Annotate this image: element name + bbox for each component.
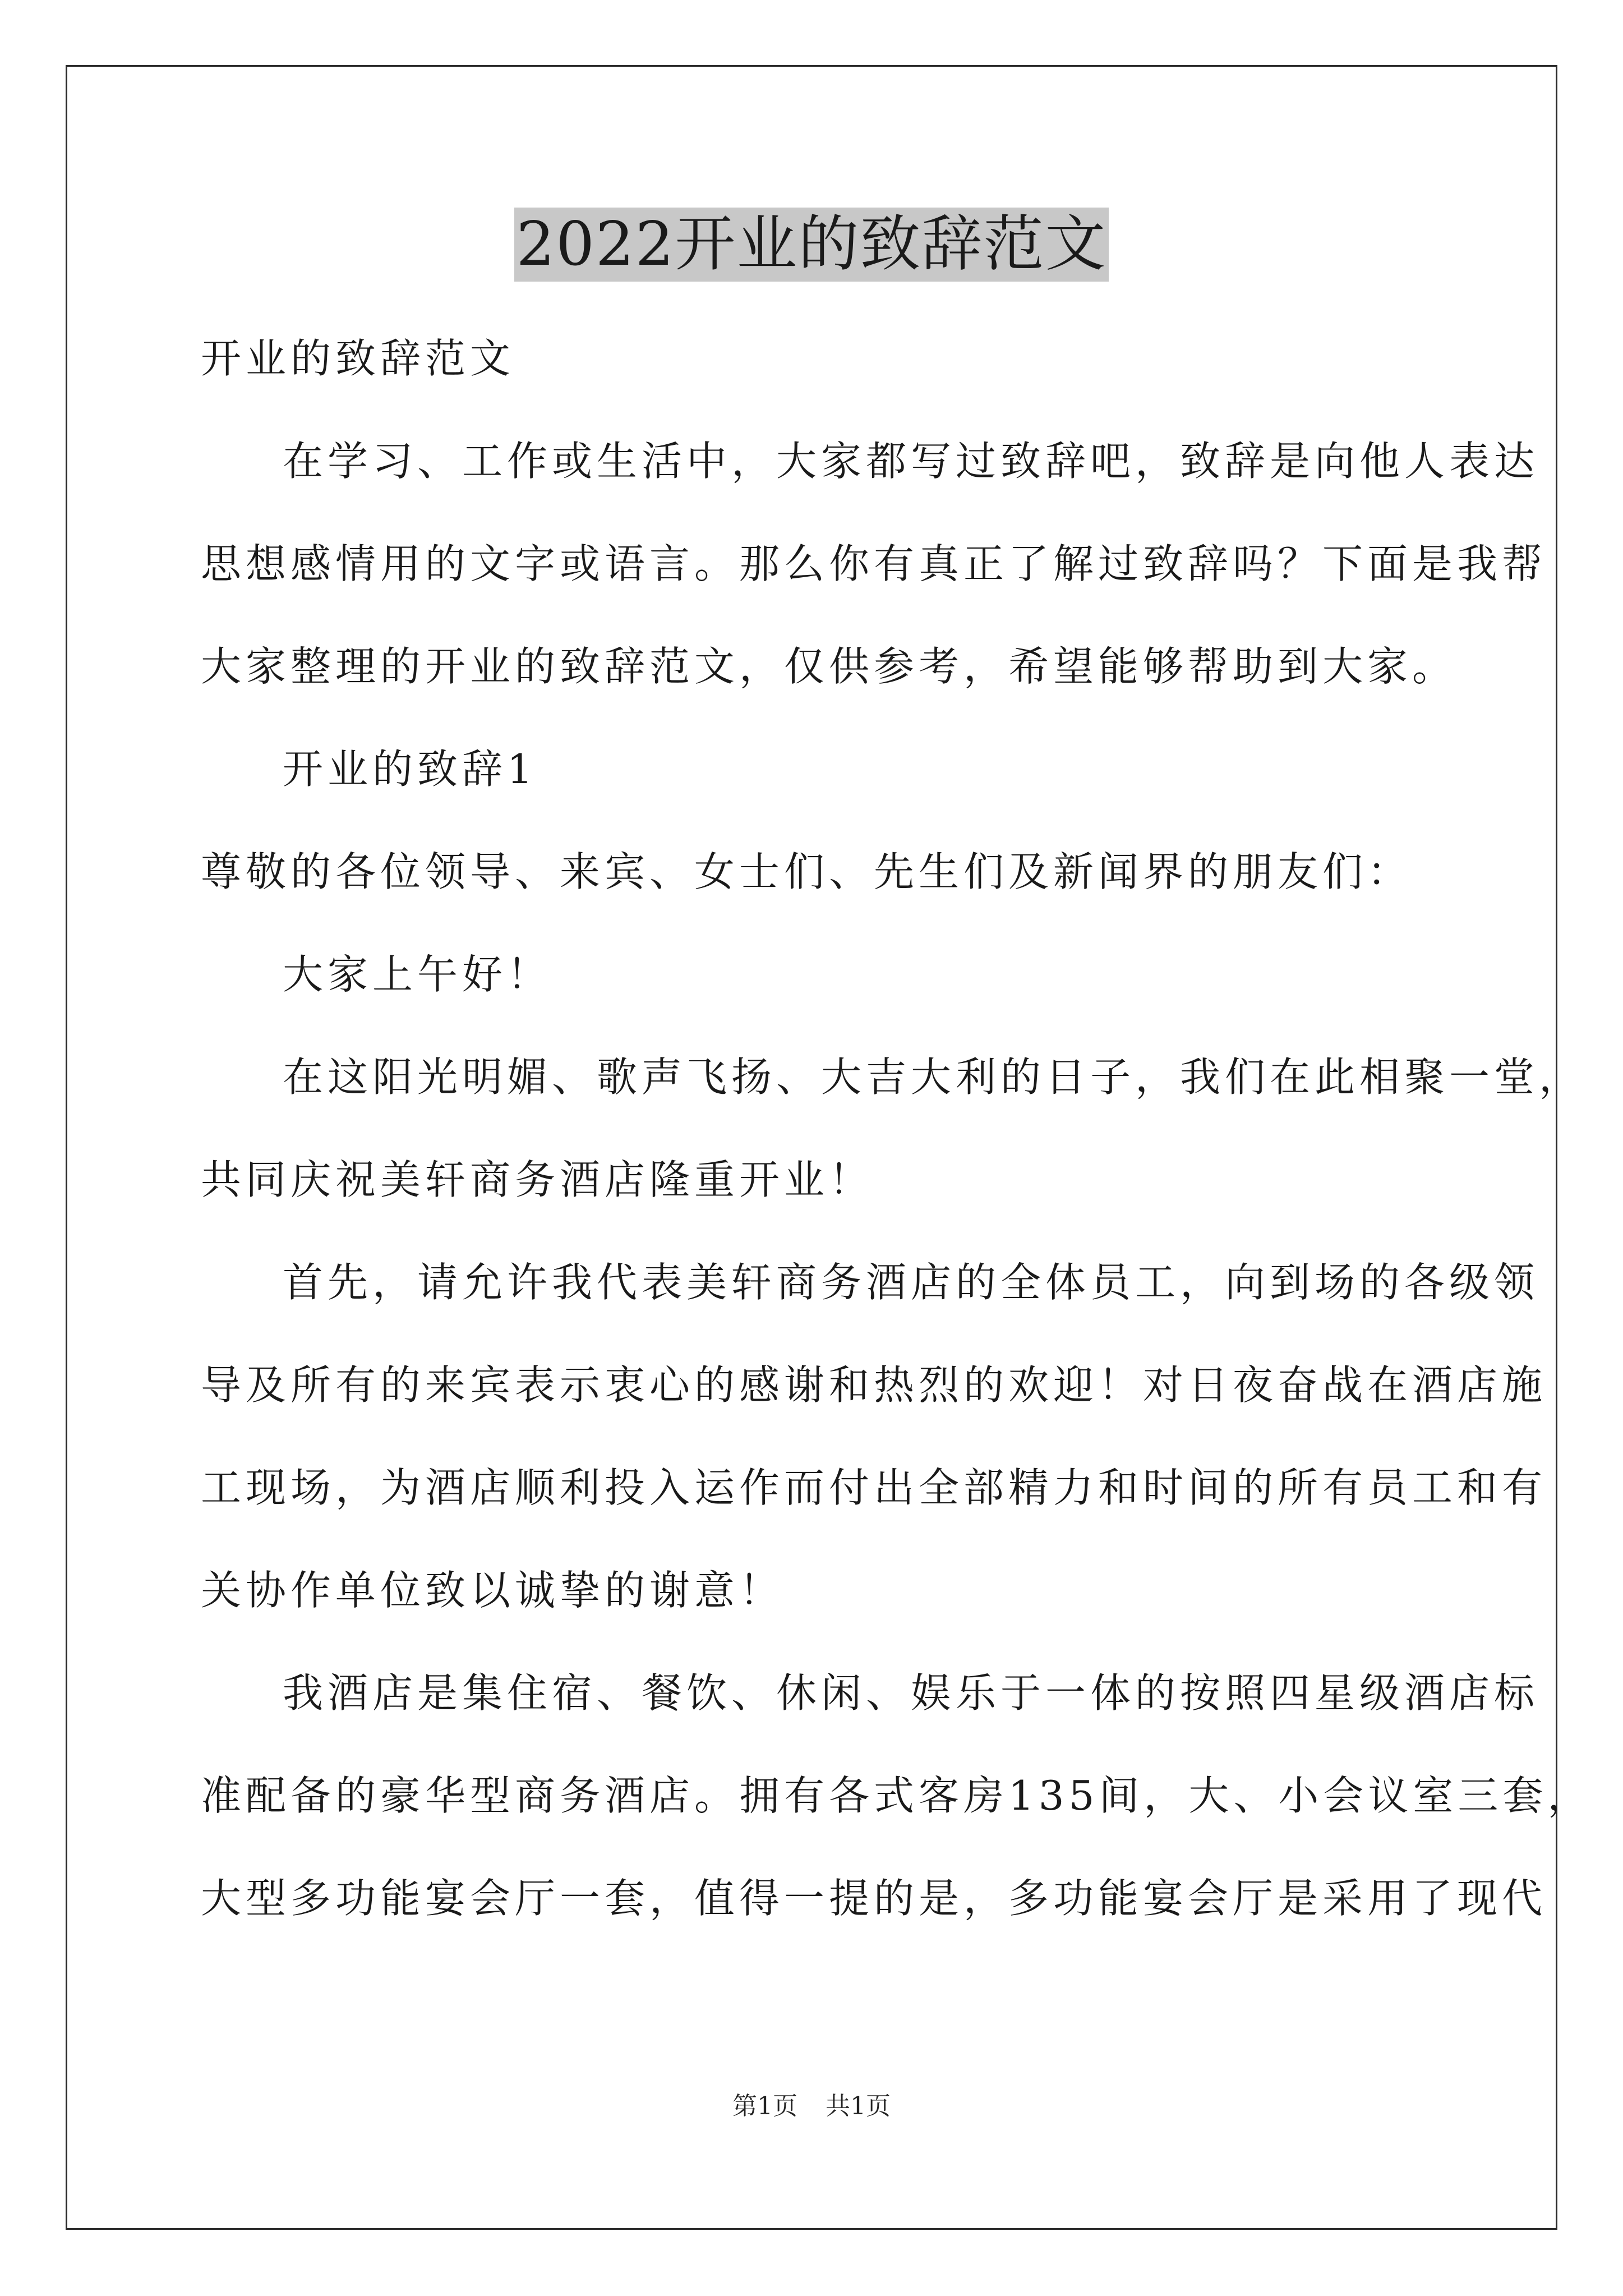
text-line: 开业的致辞1 xyxy=(283,746,537,793)
text-line: 导及所有的来宾表示衷心的感谢和热烈的欢迎！对日夜奋战在酒店施 xyxy=(201,1361,1547,1409)
text-line: 大家整理的开业的致辞范文，仅供参考，希望能够帮助到大家。 xyxy=(201,643,1458,690)
document-title: 2022开业的致辞范文 xyxy=(514,208,1109,282)
document-body xyxy=(201,307,1593,1950)
text-line: 共同庆祝美轩商务酒店隆重开业！ xyxy=(201,1156,874,1203)
text-line: 思想感情用的文字或语言。那么你有真正了解过致辞吗？下面是我帮 xyxy=(201,540,1547,587)
page-number: 第1页 xyxy=(732,2092,797,2120)
page-total: 共1页 xyxy=(826,2092,891,2120)
title-container xyxy=(0,208,1623,282)
text-line: 准配备的豪华型商务酒店。拥有各式客房135间，大、小会议室三套， xyxy=(201,1772,1593,1819)
text-line: 尊敬的各位领导、来宾、女士们、先生们及新闻界的朋友们： xyxy=(201,848,1413,895)
page-footer xyxy=(0,2090,1623,2123)
text-line: 大型多功能宴会厅一套，值得一提的是，多功能宴会厅是采用了现代 xyxy=(201,1875,1547,1922)
text-line: 工现场，为酒店顺利投入运作而付出全部精力和时间的所有员工和有 xyxy=(201,1464,1547,1511)
text-line: 大家上午好！ xyxy=(283,951,552,998)
text-line: 在学习、工作或生活中，大家都写过致辞吧，致辞是向他人表达 xyxy=(283,438,1539,485)
text-line: 首先，请允许我代表美轩商务酒店的全体员工，向到场的各级领 xyxy=(283,1259,1539,1306)
text-line: 我酒店是集住宿、餐饮、休闲、娱乐于一体的按照四星级酒店标 xyxy=(283,1669,1539,1717)
text-line: 在这阳光明媚、歌声飞扬、大吉大利的日子，我们在此相聚一堂， xyxy=(283,1053,1584,1101)
text-line: 关协作单位致以诚挚的谢意！ xyxy=(201,1567,785,1614)
text-line: 开业的致辞范文 xyxy=(201,335,515,382)
